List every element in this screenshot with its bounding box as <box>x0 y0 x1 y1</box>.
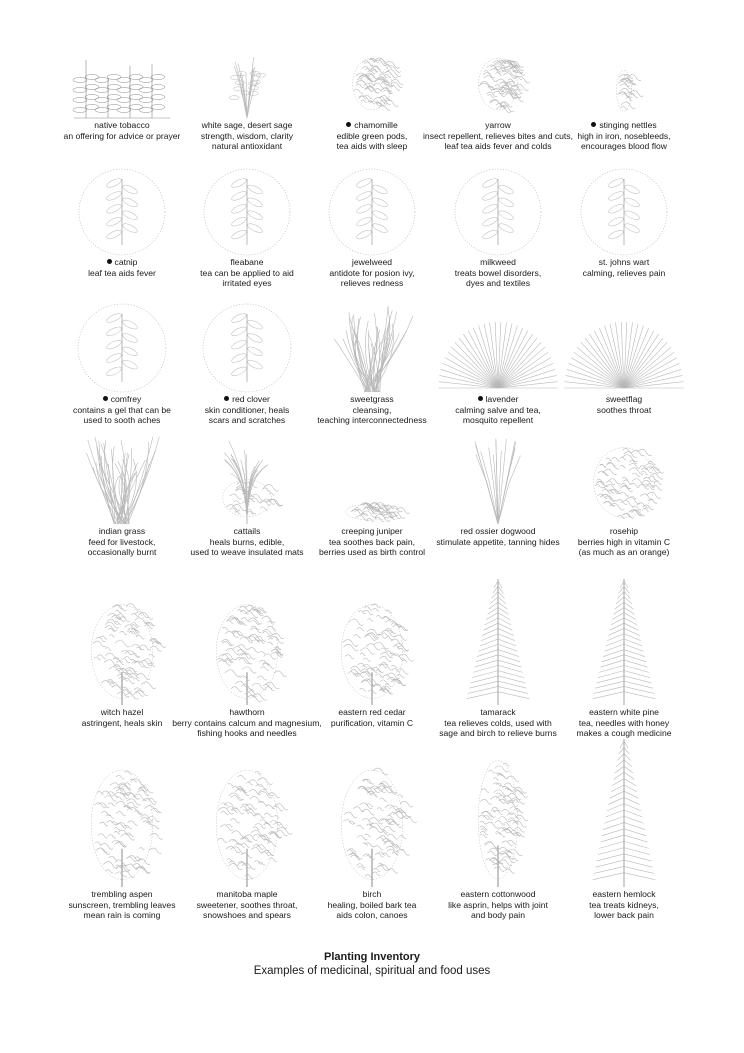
plant-name-text: manitoba maple <box>216 889 278 899</box>
plant-name <box>549 120 699 131</box>
plant-use-line: berry contains calcum and magnesium, <box>172 717 322 728</box>
inventory-subtitle: Examples of medicinal, spiritual and food uses <box>253 965 491 977</box>
inventory-title: Planting Inventory <box>324 951 420 963</box>
bullet-dot-icon <box>224 396 229 401</box>
plant-use-line: purification, vitamin C <box>330 717 414 728</box>
plant-use-line: heals burns, edible, <box>209 536 285 547</box>
plant-use-line: used to sooth aches <box>83 415 161 426</box>
plant-use-line: scars and scratches <box>208 415 286 426</box>
plant-name-text: stinging nettles <box>599 120 657 130</box>
plant-sketch <box>549 165 699 255</box>
plant-use-line: tea soothes back pain, <box>329 536 415 547</box>
plant-name-text: hawthorn <box>229 707 265 717</box>
plant-name-text: birch <box>362 889 382 899</box>
plant-use-line: skin conditioner, heals <box>204 404 290 415</box>
plant-use-line: healing, boiled bark tea <box>327 899 417 910</box>
plant-use-line: treats bowel disorders, <box>454 267 542 278</box>
plant-use-line: antidote for posion ivy, <box>329 267 415 278</box>
plant-name-text: sweetgrass <box>350 394 394 404</box>
plant-name-text: witch hazel <box>100 707 144 717</box>
plant-sketch <box>549 432 699 524</box>
plant-use-line: teaching interconnectedness <box>317 415 427 426</box>
plant-name-text: eastern cottonwood <box>460 889 536 899</box>
plant-use-line: strength, wisdom, clarity <box>200 130 294 141</box>
plant-name-text: rosehip <box>609 526 639 536</box>
plant-caption <box>549 707 699 739</box>
plant-name-text: yarrow <box>485 120 511 130</box>
plant-use-line: an offering for advice or prayer <box>63 130 181 141</box>
plant-sketch <box>549 300 699 392</box>
plant-name-text: lavender <box>485 394 519 404</box>
plant-caption <box>549 257 699 278</box>
plant-use-line: contains a gel that can be <box>73 404 171 415</box>
plant-name-text: white sage, desert sage <box>201 120 293 130</box>
plant-use-line: sweetener, soothes throat, <box>196 899 298 910</box>
plant-name-text: cattails <box>233 526 261 536</box>
plant-use-line: mosquito repellent <box>462 415 534 426</box>
footer <box>0 950 744 979</box>
plant-name <box>549 257 699 268</box>
plant-caption <box>549 889 699 921</box>
plant-use-line: insect repellent, relieves bites and cuts, <box>423 130 573 141</box>
plant-name-text: creeping juniper <box>341 526 403 536</box>
plant-use-line: used to weave insulated mats <box>190 547 304 558</box>
plant-use-line: sunscreen, trembling leaves <box>68 899 176 910</box>
plant-name-text: native tobacco <box>94 120 150 130</box>
plant-caption <box>549 120 699 152</box>
plant-use-line: calming, relieves pain <box>582 267 666 278</box>
plant-name-text: tamarack <box>480 707 516 717</box>
plant-use-line: natural antioxidant <box>211 141 283 152</box>
plant-use-line: encourages blood flow <box>581 141 667 152</box>
plant-sketch <box>549 50 699 118</box>
plant-name-text: red clover <box>232 394 270 404</box>
plant-use-line: tea, needles with honey <box>578 717 670 728</box>
bullet-dot-icon <box>107 259 112 264</box>
plant-name-text: eastern white pine <box>589 707 659 717</box>
plant-name-text: trembling aspen <box>91 889 153 899</box>
plant-use-line: cleansing, <box>352 404 392 415</box>
plant-use-line: high in iron, nosebleeds, <box>577 130 671 141</box>
plant-use-line: edible green pods, <box>336 130 408 141</box>
plant-use-line: tea relieves colds, used with <box>444 717 552 728</box>
plant-use-line: leaf tea aids fever and colds <box>444 141 552 152</box>
plant-use-line: tea treats kidneys, <box>589 899 659 910</box>
plant-name <box>549 526 699 537</box>
plant-use-line: aids colon, canoes <box>336 910 408 921</box>
plant-use-line: (as much as an orange) <box>578 547 670 558</box>
plant-sketch <box>549 575 699 705</box>
plant-caption <box>549 526 699 558</box>
plant-use-line: irritated eyes <box>222 278 272 289</box>
plant-use-line: sage and birch to relieve burns <box>439 728 557 739</box>
plant-name <box>549 394 699 405</box>
plant-name-text: catnip <box>114 257 138 267</box>
bullet-dot-icon <box>103 396 108 401</box>
bullet-dot-icon <box>346 122 351 127</box>
plant-use-line: and body pain <box>471 910 525 921</box>
plant-name-text: eastern red cedar <box>338 707 406 717</box>
plant-name-text: comfrey <box>110 394 142 404</box>
plant-name <box>549 889 699 900</box>
plant-use-line: snowshoes and spears <box>203 910 291 921</box>
plant-use-line: calming salve and tea, <box>455 404 541 415</box>
plant-card <box>549 300 699 415</box>
plant-use-line: makes a cough medicine <box>576 728 672 739</box>
plant-card <box>549 575 699 739</box>
plant-name-text: sweetflag <box>605 394 643 404</box>
plant-name-text: indian grass <box>98 526 146 536</box>
plant-use-line: like asprin, helps with joint <box>448 899 548 910</box>
bullet-dot-icon <box>478 396 483 401</box>
plant-use-line: soothes throat <box>596 404 652 415</box>
plant-use-line: fishing hooks and needles <box>197 728 297 739</box>
plant-use-line: berries used as birth control <box>318 547 426 558</box>
plant-card <box>549 735 699 921</box>
plant-use-line: mean rain is coming <box>83 910 161 921</box>
plant-caption <box>549 394 699 415</box>
plant-name-text: milkweed <box>480 257 516 267</box>
plant-use-line: relieves redness <box>340 278 404 289</box>
plant-use-line: astringent, heals skin <box>81 717 163 728</box>
plant-use-line: berries high in vitamin C <box>577 536 671 547</box>
plant-card <box>549 50 699 152</box>
plant-use-line: dyes and textiles <box>465 278 530 289</box>
plant-use-line: lower back pain <box>594 910 654 921</box>
plant-use-line: feed for livestock, <box>88 536 156 547</box>
plant-use-line: leaf tea aids fever <box>88 267 156 278</box>
plant-card <box>549 165 699 278</box>
plant-use-line: tea aids with sleep <box>336 141 408 152</box>
bullet-dot-icon <box>591 122 596 127</box>
plant-name-text: red ossier dogwood <box>460 526 536 536</box>
plant-name-text: fleabane <box>230 257 264 267</box>
plant-name-text: jewelweed <box>351 257 393 267</box>
plant-name <box>549 707 699 718</box>
plant-use-line: occasionally burnt <box>87 547 157 558</box>
plant-sketch <box>549 735 699 887</box>
plant-name-text: eastern hemlock <box>592 889 656 899</box>
plant-use-line: tea can be applied to aid <box>200 267 294 278</box>
plant-name-text: chamomille <box>354 120 398 130</box>
plant-use-line: stimulate appetite, tanning hides <box>436 536 560 547</box>
plant-name-text: st. johns wart <box>598 257 650 267</box>
plant-card <box>549 432 699 558</box>
